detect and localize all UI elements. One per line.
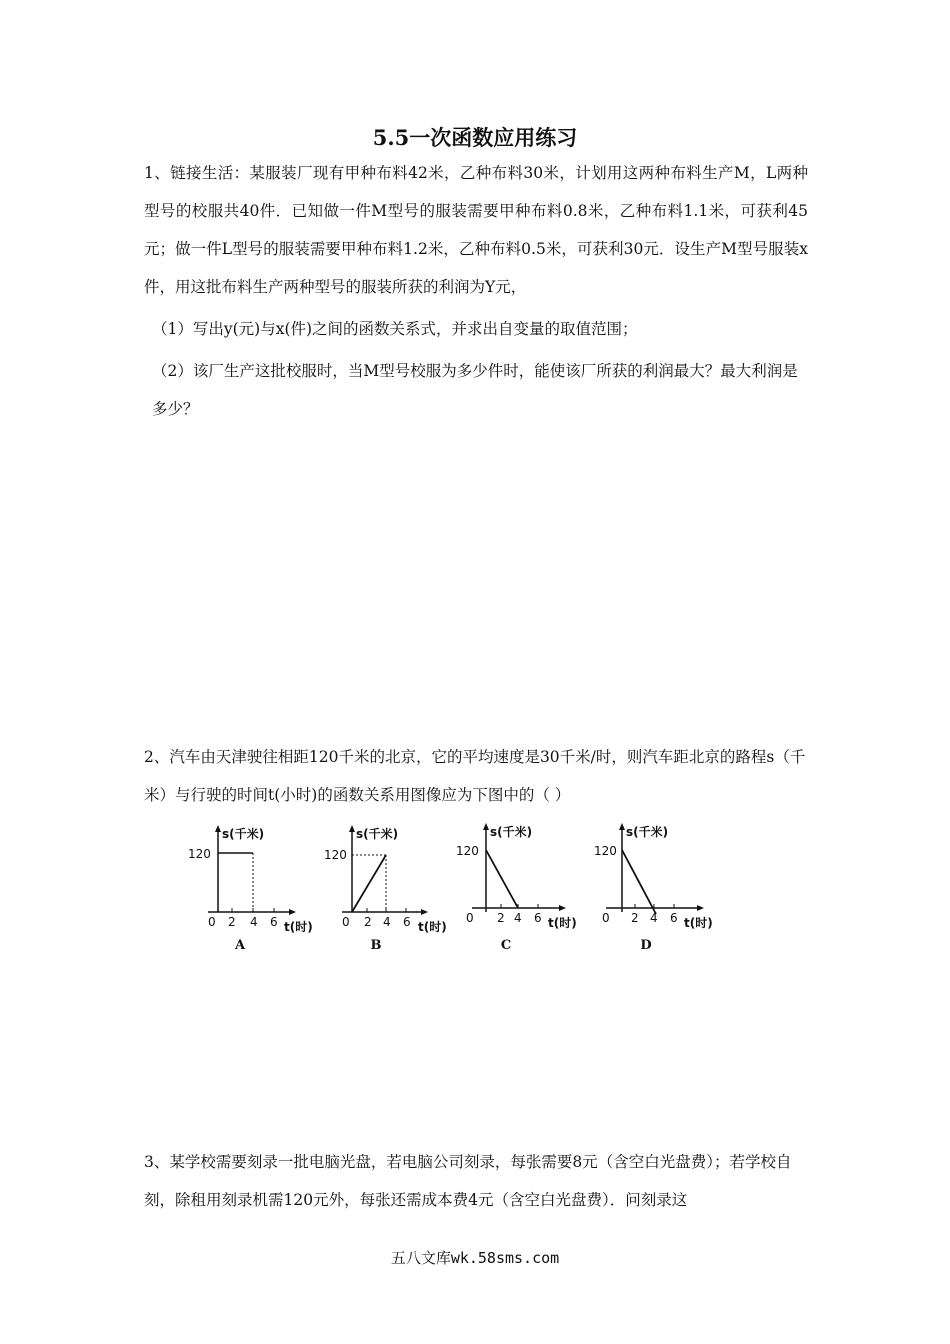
- answer-graphs: [186, 820, 756, 970]
- x-tick-6: 6: [534, 911, 542, 925]
- option-c-label: C: [500, 938, 512, 953]
- x-tick-4: 4: [250, 915, 258, 929]
- x-axis-label: t(时): [284, 920, 313, 934]
- problem-1-question-1: （1）写出y(元)与x(件)之间的函数关系式，并求出自变量的取值范围；: [152, 320, 638, 338]
- option-d-label: D: [640, 938, 652, 953]
- y-arrow-icon: [619, 823, 625, 830]
- series-line: [486, 850, 518, 908]
- problem-1-question-2: （2）该厂生产这批校服时，当M型号校服为多少件时，能使该厂所获的利润最大？最大利润是多少？: [152, 362, 798, 418]
- x-tick-6: 6: [403, 915, 411, 929]
- x-arrow-icon: [289, 909, 296, 915]
- y-axis-label: s(千米): [222, 827, 265, 841]
- problem-2-text: 2、汽车由天津驶往相距120千米的北京，它的平均速度是30千米/时，则汽车距北京的路程s（千米）与行驶的时间t(小时)的函数关系用图像应为下图中的（ ）: [144, 748, 806, 804]
- page-title: 5.5一次函数应用练习: [372, 125, 578, 150]
- x-tick-6: 6: [670, 911, 678, 925]
- y-tick-120: 120: [594, 844, 617, 858]
- y-tick-120: 120: [188, 847, 211, 861]
- graph-a-svg: [186, 820, 326, 940]
- x-axis-label: t(时): [548, 916, 577, 930]
- footer-watermark: 五八文库wk.58sms.com: [390, 1249, 560, 1267]
- y-tick-120: 120: [324, 848, 347, 862]
- y-axis-label: s(千米): [356, 827, 399, 841]
- graph-b: [324, 820, 464, 965]
- x-tick-0: 0: [466, 911, 474, 925]
- x-tick-2: 2: [631, 911, 639, 925]
- graph-b-svg: [324, 820, 464, 940]
- y-arrow-icon: [349, 825, 355, 832]
- x-tick-2: 2: [364, 915, 372, 929]
- graph-a: [186, 820, 326, 965]
- y-arrow-icon: [483, 823, 489, 830]
- series-line: [352, 855, 386, 912]
- x-arrow-icon: [559, 905, 566, 911]
- x-tick-0: 0: [602, 911, 610, 925]
- y-axis-label: s(千米): [626, 825, 669, 839]
- x-tick-0: 0: [208, 915, 216, 929]
- x-arrow-icon: [421, 909, 428, 915]
- y-arrow-icon: [215, 825, 221, 832]
- x-tick-2: 2: [497, 911, 505, 925]
- option-b-label: B: [370, 938, 382, 953]
- x-axis-label: t(时): [418, 920, 447, 934]
- x-tick-4: 4: [650, 911, 658, 925]
- x-tick-0: 0: [342, 915, 350, 929]
- problem-3-text: 3、某学校需要刻录一批电脑光盘，若电脑公司刻录，每张需要8元（含空白光盘费）；若学校自刻，除租用刻录机需120元外，每张还需成本费4元（含空白光盘费）．问刻录这: [144, 1153, 792, 1209]
- y-tick-120: 120: [456, 844, 479, 858]
- x-arrow-icon: [697, 905, 704, 911]
- x-tick-2: 2: [228, 915, 236, 929]
- x-tick-6: 6: [270, 915, 278, 929]
- problem-1-text: 1、链接生活：某服装厂现有甲种布料42米，乙种布料30米，计划用这两种布料生产M，L两种型号的校服共40件．已知做一件M型号的服装需要甲种布料0.8米，乙种布料1.1米，可获利45元；做一件L型号的服装需要甲种布料1.2米，乙种布料0.5米，可获利30元．设生产M型号服装x件，用这批布料生产两种型号的服装所获的利润为Y元，: [144, 164, 808, 296]
- x-axis-label: t(时): [684, 916, 713, 930]
- graph-c: [456, 820, 602, 965]
- x-tick-4: 4: [514, 911, 522, 925]
- x-tick-4: 4: [383, 915, 391, 929]
- y-axis-label: s(千米): [490, 825, 533, 839]
- series-line: [622, 850, 656, 914]
- graph-d-svg: [594, 820, 740, 940]
- graph-d: [594, 820, 740, 965]
- option-a-label: A: [234, 938, 246, 953]
- graph-c-svg: [456, 820, 602, 940]
